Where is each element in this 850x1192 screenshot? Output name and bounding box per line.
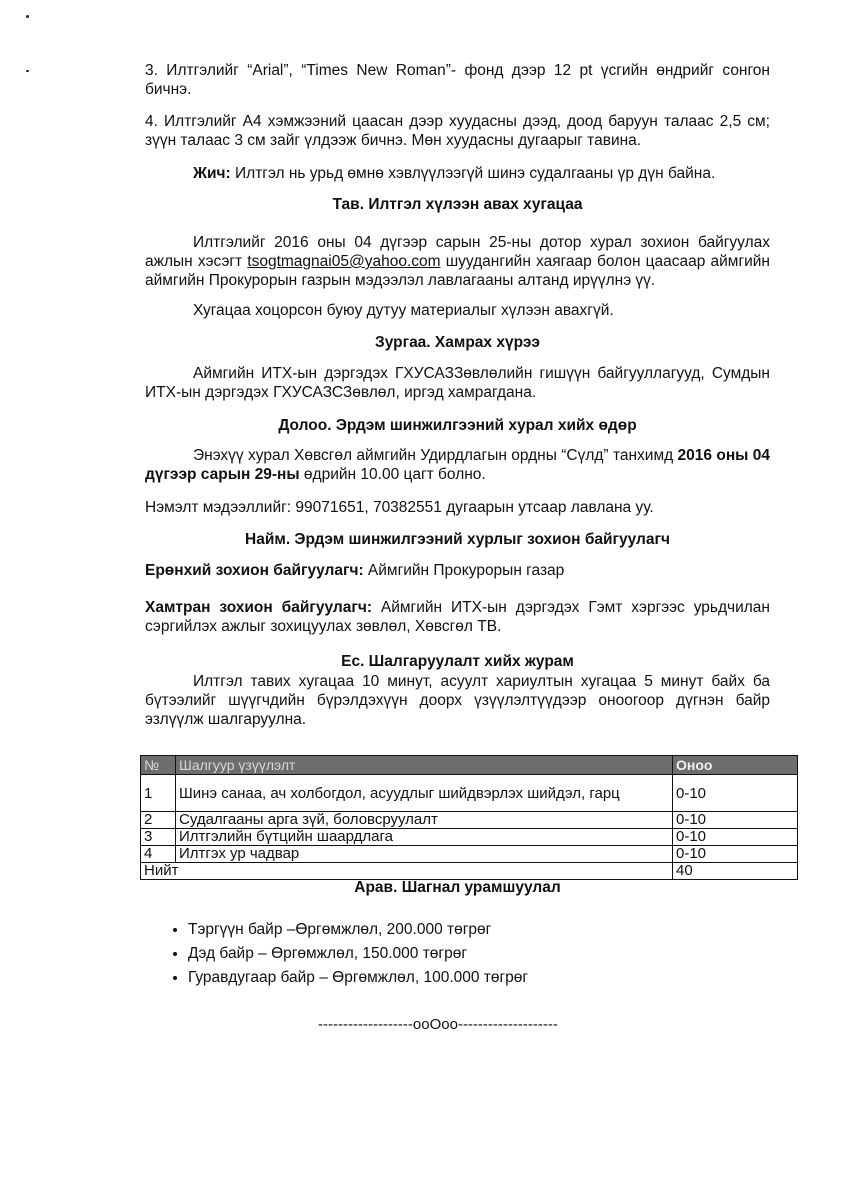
row-score: 0-10 bbox=[673, 846, 798, 863]
prize-list bbox=[160, 918, 528, 990]
footer-divider: -------------------ooOoo-------------------- bbox=[318, 1016, 558, 1033]
row-score: 0-10 bbox=[673, 829, 798, 846]
general-organizer-label: Ерөнхий зохион байгуулагч: bbox=[145, 562, 364, 579]
co-organizer-label: Хамтран зохион байгуулагч: bbox=[145, 599, 372, 616]
col-header-criterion: Шалгуур үзүүлэлт bbox=[176, 756, 673, 775]
row-number: 4 bbox=[141, 846, 176, 863]
section-5-paragraph bbox=[145, 233, 770, 290]
rule-item-4: 4. Илтгэлийг А4 хэмжээний цаасан дээр хуудасны дээд, доод баруун талаас 2,5 см; зүүн талаас 3 см зайг үлдээж бичнэ. Мөн хуудасны дугаарыг тавина. bbox=[145, 113, 770, 149]
section-6-heading: Зургаа. Хамрах хүрээ bbox=[375, 334, 540, 351]
row-criterion: Шинэ санаа, ач холбогдол, асуудлыг шийдвэрлэх шийдэл, гарц bbox=[176, 775, 673, 812]
row-number: 3 bbox=[141, 829, 176, 846]
row-score: 0-10 bbox=[673, 812, 798, 829]
email-link[interactable]: tsogtmagnai05@yahoo.com bbox=[247, 253, 441, 270]
note-label: Жич: bbox=[193, 165, 231, 182]
col-header-score: Оноо bbox=[673, 756, 798, 775]
section-7-paragraph bbox=[145, 446, 770, 484]
section-5-text: Илтгэлийг 2016 оны 04 дүгээр сарын 25-ны дотор хурал зохион байгуулах ажлын хэсэгт bbox=[145, 234, 770, 270]
table-row bbox=[141, 829, 798, 846]
criteria-table bbox=[140, 755, 798, 880]
section-5-heading: Тав. Илтгэл хүлээн авах хугацаа bbox=[332, 196, 583, 213]
row-number: 1 bbox=[141, 775, 176, 812]
contact-paragraph: Нэмэлт мэдээллийг: 99071651, 70382551 дугаарын утсаар лавлана уу. bbox=[145, 499, 654, 516]
col-header-number: № bbox=[141, 756, 176, 775]
scan-speck bbox=[26, 70, 29, 72]
note-text: Илтгэл нь урьд өмнө хэвлүүлээгүй шинэ судалгааны үр дүн байна. bbox=[230, 165, 716, 182]
list-item: • Тэргүүн байр –Өргөмжлөл, 200.000 төгрөг bbox=[188, 918, 528, 942]
row-score: 0-10 bbox=[673, 775, 798, 812]
row-criterion: Илтгэлийн бүтцийн шаардлага bbox=[176, 829, 673, 846]
table-row bbox=[141, 846, 798, 863]
row-criterion: Илтгэх ур чадвар bbox=[176, 846, 673, 863]
table-total-row bbox=[141, 863, 798, 880]
general-organizer bbox=[145, 561, 770, 580]
section-5-text-cont: шуудангийн хаягаар болон цаасаар аймгийн аймгийн Прокурорын газрын мэдээлэл лавлагааны алтанд ирүүлнэ үү. bbox=[145, 253, 770, 289]
section-8-heading: Найм. Эрдэм шинжилгээний хурлыг зохион байгуулагч bbox=[245, 531, 670, 548]
section-5-deadline-note: Хугацаа хоцорсон буюу дутуу материалыг хүлээн авахгүй. bbox=[193, 302, 614, 319]
section-7-text: Энэхүү хурал Хөвсгөл аймгийн Удирдлагын ордны “Сүлд” танхимд bbox=[193, 447, 678, 464]
total-value: 40 bbox=[673, 863, 798, 880]
scan-speck bbox=[26, 15, 29, 18]
co-organizer bbox=[145, 598, 770, 636]
section-7-heading: Долоо. Эрдэм шинжилгээний хурал хийх өдөр bbox=[278, 417, 637, 434]
list-item: • Дэд байр – Өргөмжлөл, 150.000 төгрөг bbox=[188, 942, 528, 966]
section-9-heading: Ес. Шалгаруулалт хийх журам bbox=[341, 653, 574, 670]
section-7-text-cont: өдрийн 10.00 цагт болно. bbox=[299, 466, 486, 483]
note-paragraph bbox=[193, 164, 770, 183]
section-9-paragraph: Илтгэл тавих хугацаа 10 минут, асуулт хариултын хугацаа 5 минут байх ба бүтээлийг шүүгчдийн бүрэлдэхүүн доорх үзүүлэлтүүдээр оноогоор дүгнэн байр эзлүүлж шалгаруулна. bbox=[145, 673, 770, 728]
row-criterion: Судалгааны арга зүй, боловсруулалт bbox=[176, 812, 673, 829]
co-organizer-value: Аймгийн ИТХ-ын дэргэдэх Гэмт хэргээс урьдчилан сэргийлэх ажлыг зохицуулах зөвлөл, Хөвсгөл ТВ. bbox=[145, 599, 770, 635]
rule-item-3: 3. Илтгэлийг “Arial”, “Times New Roman”- фонд дээр 12 pt үсгийн өндрийг сонгон бичнэ. bbox=[145, 62, 770, 98]
section-10-heading: Арав. Шагнал урамшуулал bbox=[354, 879, 561, 896]
total-label: Нийт bbox=[141, 863, 673, 880]
list-item: • Гуравдугаар байр – Өргөмжлөл, 100.000 төгрөг bbox=[188, 966, 528, 990]
table-row bbox=[141, 775, 798, 812]
table-row bbox=[141, 812, 798, 829]
row-number: 2 bbox=[141, 812, 176, 829]
section-6-paragraph: Аймгийн ИТХ-ын дэргэдэх ГХУСАЗЗөвлөлийн гишүүн байгууллагууд, Сумдын ИТХ-ын дэргэдэх ГХУСАЗСЗөвлөл, иргэд хамрагдана. bbox=[145, 365, 770, 401]
general-organizer-value: Аймгийн Прокурорын газар bbox=[363, 562, 565, 579]
table-header-row bbox=[141, 756, 798, 775]
meeting-date: 2016 оны 04 дүгээр сарын 29-ны bbox=[145, 447, 771, 483]
